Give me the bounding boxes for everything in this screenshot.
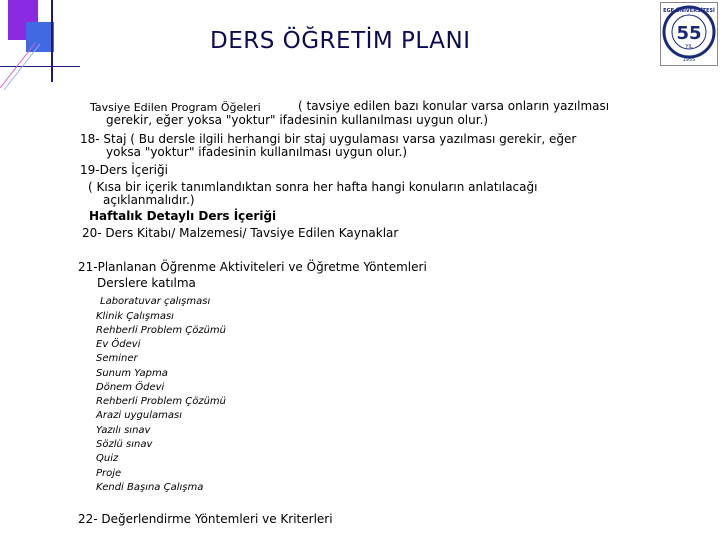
textbook-heading: 20- Ders Kitabı/ Malzemesi/ Tavsiye Edilen Kaynaklar bbox=[82, 226, 399, 240]
list-item: Sözlü sınav bbox=[96, 439, 153, 450]
list-item: Sunum Yapma bbox=[96, 368, 168, 379]
course-content-note: ( Kısa bir içerik tanımlandıktan sonra her hafta hangi konuların anlatılacağı bbox=[88, 180, 538, 194]
list-item: Rehberli Problem Çözümü bbox=[96, 325, 227, 336]
list-item: Seminer bbox=[96, 353, 138, 364]
internship-line: 18- Staj ( Bu dersle ilgili herhangi bir staj uygulaması varsa yazılması gerekir, eğer bbox=[80, 132, 577, 146]
list-item: Proje bbox=[96, 468, 122, 479]
attendance-item: Derslere katılma bbox=[97, 276, 196, 290]
evaluation-heading: 22- Değerlendirme Yöntemleri ve Kriterleri bbox=[78, 512, 333, 526]
list-item: Quiz bbox=[96, 453, 119, 464]
svg-text:YIL: YIL bbox=[685, 44, 693, 50]
svg-text:55: 55 bbox=[676, 23, 702, 44]
svg-text:1955: 1955 bbox=[682, 57, 696, 63]
list-item: Klinik Çalışması bbox=[96, 311, 174, 322]
program-items-label: Tavsiye Edilen Program Öğeleri bbox=[90, 101, 261, 114]
list-item: Laboratuvar çalışması bbox=[100, 296, 211, 307]
decor-diagonal-lines bbox=[0, 40, 40, 90]
university-logo bbox=[660, 2, 718, 66]
list-item: Kendi Başına Çalışma bbox=[96, 482, 204, 493]
list-item: Yazılı sınav bbox=[96, 425, 151, 436]
list-item: Arazi uygulaması bbox=[96, 410, 182, 421]
list-item: Dönem Ödevi bbox=[96, 382, 165, 393]
course-content-heading: 19-Ders İçeriği bbox=[80, 163, 168, 177]
page-title: DERS ÖĞRETİM PLANI bbox=[210, 28, 471, 54]
course-content-note-cont: açıklanmalıdır.) bbox=[103, 193, 195, 207]
internship-line-cont: yoksa "yoktur" ifadesinin kullanılması uygun olur.) bbox=[106, 145, 408, 159]
program-items-note: ( tavsiye edilen bazı konular varsa onların yazılması bbox=[298, 99, 610, 113]
program-items-note-cont: gerekir, eğer yoksa "yoktur" ifadesinin kullanılması uygun olur.) bbox=[106, 113, 489, 127]
learning-activities-heading: 21-Planlanan Öğrenme Aktiviteleri ve Öğretme Yöntemleri bbox=[78, 260, 427, 274]
list-item: Ev Ödevi bbox=[96, 339, 141, 350]
list-item: Rehberli Problem Çözümü bbox=[96, 396, 227, 407]
weekly-content-heading: Haftalık Detaylı Ders İçeriği bbox=[89, 209, 277, 223]
decor-vertical-line bbox=[51, 0, 53, 82]
svg-text:EGE ÜNİVERSİTESİ: EGE ÜNİVERSİTESİ bbox=[663, 8, 715, 14]
